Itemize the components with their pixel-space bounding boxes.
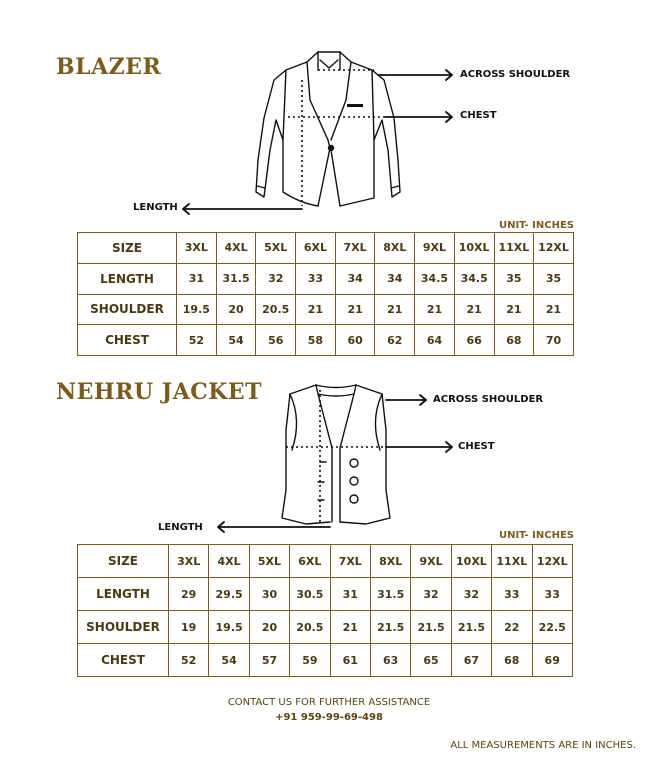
table-cell: 31.5 bbox=[370, 578, 410, 611]
table-row bbox=[78, 611, 573, 644]
table-cell: 34 bbox=[335, 263, 375, 294]
table-header-cell: 12XL bbox=[534, 233, 574, 264]
table-header-cell: 4XL bbox=[216, 233, 256, 264]
row-label: CHEST bbox=[78, 644, 169, 677]
table-cell: 20.5 bbox=[256, 294, 296, 325]
table-cell: 35 bbox=[494, 263, 534, 294]
table-cell: 34.5 bbox=[415, 263, 455, 294]
row-label: LENGTH bbox=[78, 263, 177, 294]
blazer-title: BLAZER bbox=[56, 54, 162, 80]
blazer-size-table bbox=[77, 232, 574, 356]
table-header-cell: 8XL bbox=[370, 545, 410, 578]
row-label: SHOULDER bbox=[78, 611, 169, 644]
table-cell: 34.5 bbox=[454, 263, 494, 294]
table-cell: 58 bbox=[296, 325, 336, 356]
table-cell: 21.5 bbox=[451, 611, 491, 644]
table-cell: 61 bbox=[330, 644, 370, 677]
table-header-cell: 9XL bbox=[415, 233, 455, 264]
table-cell: 21 bbox=[375, 294, 415, 325]
nehru-chest-label: CHEST bbox=[458, 441, 495, 452]
table-cell: 63 bbox=[370, 644, 410, 677]
table-cell: 64 bbox=[415, 325, 455, 356]
table-header-cell: 10XL bbox=[454, 233, 494, 264]
table-cell: 30.5 bbox=[290, 578, 330, 611]
table-header-cell: 5XL bbox=[256, 233, 296, 264]
table-cell: 19.5 bbox=[209, 611, 249, 644]
table-header-cell: 11XL bbox=[494, 233, 534, 264]
table-cell: 31 bbox=[330, 578, 370, 611]
table-header-cell: 11XL bbox=[492, 545, 532, 578]
table-header-cell: SIZE bbox=[78, 233, 177, 264]
row-label: SHOULDER bbox=[78, 294, 177, 325]
table-cell: 67 bbox=[451, 644, 491, 677]
table-cell: 33 bbox=[296, 263, 336, 294]
table-row bbox=[78, 578, 573, 611]
nehru-unit-label: UNIT- INCHES bbox=[498, 530, 574, 541]
table-cell: 56 bbox=[256, 325, 296, 356]
measurement-note: ALL MEASUREMENTS ARE IN INCHES. bbox=[450, 740, 636, 751]
table-cell: 19.5 bbox=[177, 294, 217, 325]
nehru-size-table bbox=[77, 544, 573, 677]
table-header-cell: 6XL bbox=[290, 545, 330, 578]
nehru-length-label: LENGTH bbox=[158, 522, 203, 533]
nehru-title: NEHRU JACKET bbox=[56, 379, 263, 405]
table-header-row bbox=[78, 233, 574, 264]
table-cell: 32 bbox=[451, 578, 491, 611]
blazer-unit-label: UNIT- INCHES bbox=[498, 220, 574, 231]
table-cell: 21 bbox=[296, 294, 336, 325]
table-cell: 21.5 bbox=[370, 611, 410, 644]
table-row bbox=[78, 294, 574, 325]
table-header-cell: 7XL bbox=[335, 233, 375, 264]
table-cell: 21 bbox=[534, 294, 574, 325]
table-cell: 32 bbox=[411, 578, 451, 611]
table-cell: 33 bbox=[532, 578, 572, 611]
table-cell: 68 bbox=[492, 644, 532, 677]
table-cell: 30 bbox=[249, 578, 289, 611]
table-cell: 21 bbox=[454, 294, 494, 325]
table-cell: 29 bbox=[169, 578, 209, 611]
table-row bbox=[78, 263, 574, 294]
table-cell: 20.5 bbox=[290, 611, 330, 644]
table-cell: 20 bbox=[216, 294, 256, 325]
table-cell: 22 bbox=[492, 611, 532, 644]
table-cell: 19 bbox=[169, 611, 209, 644]
table-header-cell: 3XL bbox=[169, 545, 209, 578]
table-header-cell: 4XL bbox=[209, 545, 249, 578]
table-cell: 21 bbox=[415, 294, 455, 325]
table-cell: 32 bbox=[256, 263, 296, 294]
table-cell: 21.5 bbox=[411, 611, 451, 644]
nehru-across-shoulder-label: ACROSS SHOULDER bbox=[433, 394, 544, 405]
table-cell: 35 bbox=[534, 263, 574, 294]
table-header-cell: 12XL bbox=[532, 545, 572, 578]
table-cell: 21 bbox=[330, 611, 370, 644]
table-header-cell: 6XL bbox=[296, 233, 336, 264]
row-label: CHEST bbox=[78, 325, 177, 356]
table-row bbox=[78, 325, 574, 356]
table-cell: 22.5 bbox=[532, 611, 572, 644]
blazer-length-label: LENGTH bbox=[133, 202, 178, 213]
table-cell: 31 bbox=[177, 263, 217, 294]
table-header-cell: 5XL bbox=[249, 545, 289, 578]
table-cell: 29.5 bbox=[209, 578, 249, 611]
table-cell: 66 bbox=[454, 325, 494, 356]
table-header-cell: 9XL bbox=[411, 545, 451, 578]
contact-text: CONTACT US FOR FURTHER ASSISTANCE bbox=[227, 697, 431, 708]
table-cell: 62 bbox=[375, 325, 415, 356]
table-cell: 33 bbox=[492, 578, 532, 611]
table-cell: 59 bbox=[290, 644, 330, 677]
table-header-row bbox=[78, 545, 573, 578]
table-row bbox=[78, 644, 573, 677]
table-cell: 52 bbox=[169, 644, 209, 677]
blazer-illustration-icon bbox=[0, 0, 658, 230]
table-cell: 34 bbox=[375, 263, 415, 294]
table-header-cell: SIZE bbox=[78, 545, 169, 578]
table-cell: 20 bbox=[249, 611, 289, 644]
blazer-chest-label: CHEST bbox=[460, 110, 497, 121]
table-cell: 70 bbox=[534, 325, 574, 356]
table-cell: 54 bbox=[209, 644, 249, 677]
table-cell: 65 bbox=[411, 644, 451, 677]
table-header-cell: 8XL bbox=[375, 233, 415, 264]
table-cell: 52 bbox=[177, 325, 217, 356]
table-header-cell: 7XL bbox=[330, 545, 370, 578]
table-cell: 54 bbox=[216, 325, 256, 356]
table-cell: 68 bbox=[494, 325, 534, 356]
phone-number: +91 959-99-69-498 bbox=[275, 712, 383, 723]
table-cell: 31.5 bbox=[216, 263, 256, 294]
row-label: LENGTH bbox=[78, 578, 169, 611]
blazer-across-shoulder-label: ACROSS SHOULDER bbox=[460, 69, 571, 80]
table-cell: 57 bbox=[249, 644, 289, 677]
table-cell: 69 bbox=[532, 644, 572, 677]
table-header-cell: 3XL bbox=[177, 233, 217, 264]
table-cell: 21 bbox=[494, 294, 534, 325]
table-header-cell: 10XL bbox=[451, 545, 491, 578]
nehru-jacket-illustration-icon bbox=[0, 370, 658, 540]
table-cell: 60 bbox=[335, 325, 375, 356]
table-cell: 21 bbox=[335, 294, 375, 325]
